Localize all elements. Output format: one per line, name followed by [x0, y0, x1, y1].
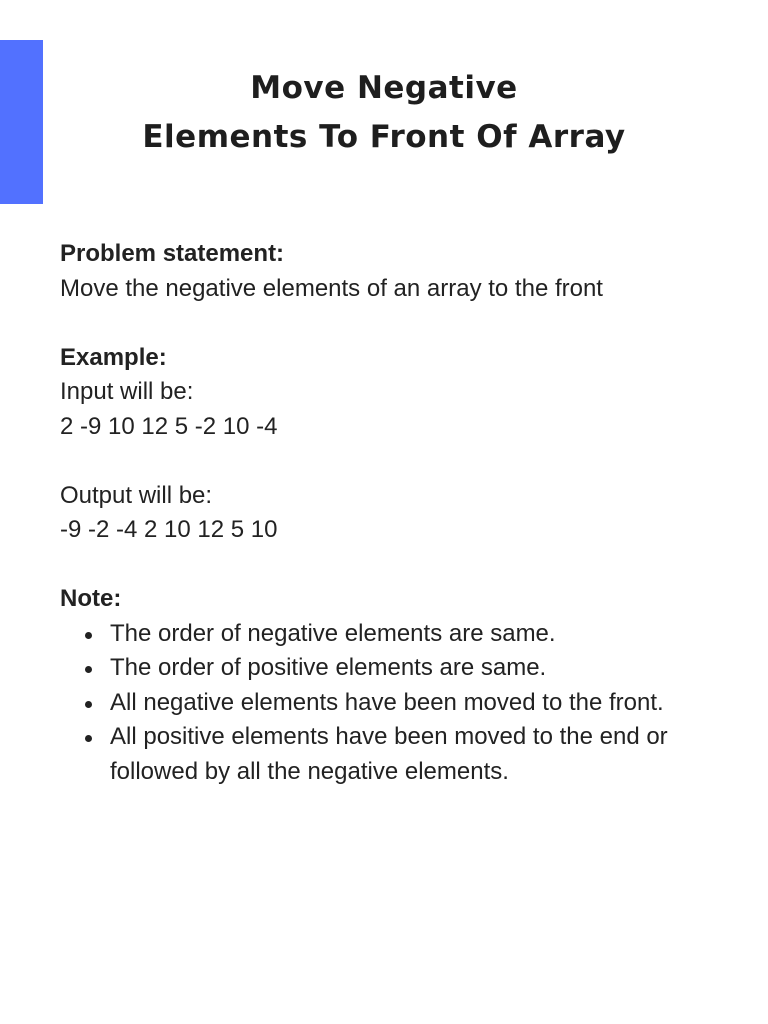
list-item: [60, 617, 720, 652]
note-heading: Note:: [60, 585, 122, 612]
note-text: All positive elements have been moved to the end or followed by all the negative elements.: [110, 723, 668, 785]
problem-heading: Problem statement:: [60, 240, 285, 267]
bullet-icon: [85, 632, 92, 639]
spacer: [60, 306, 720, 341]
bullet-icon: [85, 735, 92, 742]
note-text: The order of positive elements are same.: [110, 654, 547, 681]
bullet-icon: [85, 666, 92, 673]
spacer: [60, 548, 720, 583]
list-item: [60, 720, 720, 789]
output-label: Output will be:: [60, 481, 213, 509]
note-section: [60, 582, 720, 789]
note-list: [60, 617, 720, 790]
spacer: [60, 444, 720, 479]
note-text: The order of negative elements are same.: [110, 619, 556, 647]
list-item: [60, 651, 720, 686]
example-section: [60, 341, 720, 548]
problem-text: Move the negative elements of an array to the front: [60, 274, 603, 302]
page-title: [0, 64, 768, 162]
input-value: 2 -9 10 12 5 -2 10 -4: [60, 412, 278, 440]
title-line-1: Move Negative: [250, 70, 518, 106]
input-label: Input will be:: [60, 378, 194, 405]
problem-section: [60, 237, 720, 306]
example-heading: Example:: [60, 343, 167, 371]
main-content: [60, 237, 720, 789]
bullet-icon: [85, 701, 92, 708]
title-line-2: Elements To Front Of Array: [142, 119, 626, 155]
output-value: -9 -2 -4 2 10 12 5 10: [60, 516, 278, 543]
note-text: All negative elements have been moved to the front.: [110, 688, 664, 716]
list-item: [60, 686, 720, 721]
